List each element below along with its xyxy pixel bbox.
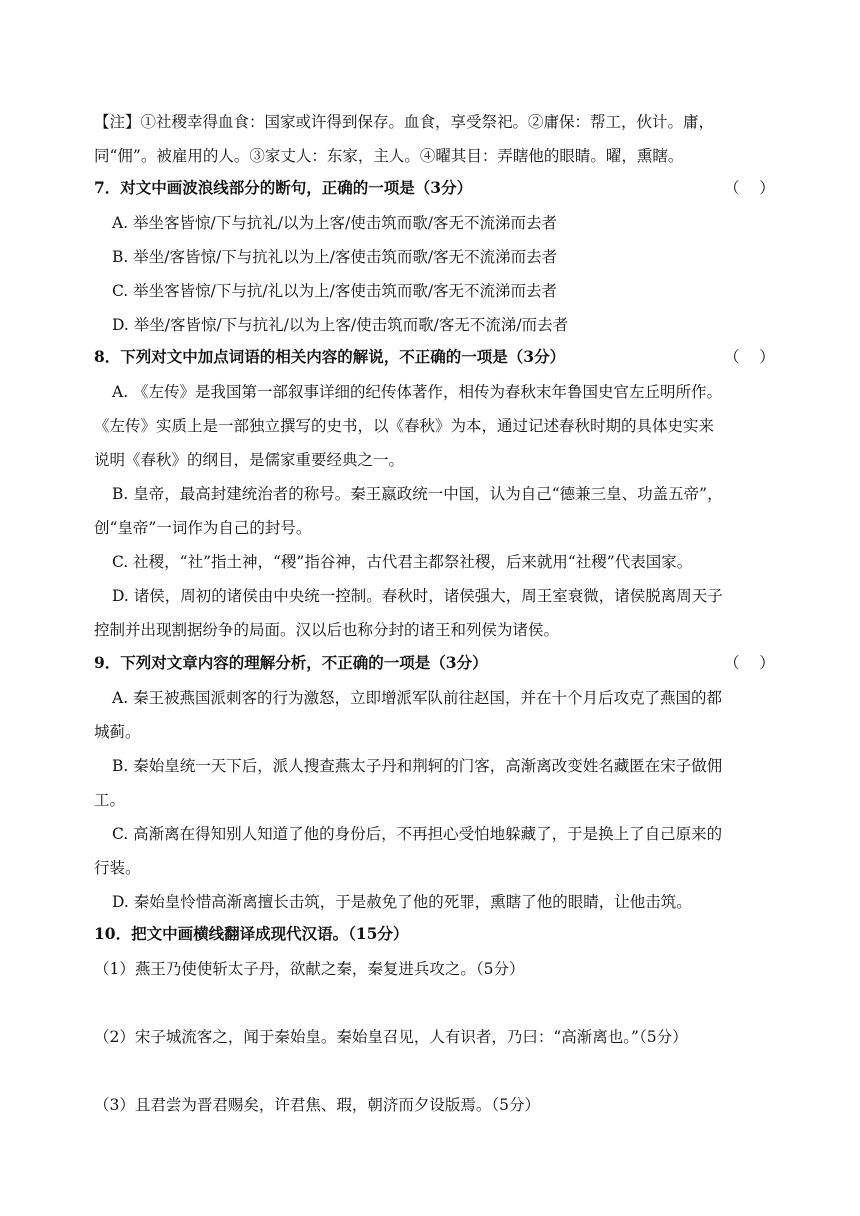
question-9-option-b-line-2: 工。 [94, 791, 126, 809]
question-9-option-b-line-1: B. 秦始皇统一天下后，派人搜查燕太子丹和荆轲的门客，高渐离改变姓名藏匿在宋子做佣 [112, 757, 723, 775]
question-9-option-c-line-1: C. 高渐离在得知别人知道了他的身份后，不再担心受怕地躲藏了，于是换上了自己原来的 [112, 825, 723, 843]
question-8-option-d-line-1: D. 诸侯，周初的诸侯由中央统一控制。春秋时，诸侯强大，周王室衰微，诸侯脱离周天子 [112, 587, 723, 605]
question-8-answer-bracket: （ ） [724, 348, 775, 366]
question-8-stem: 8．下列对文中加点词语的相关内容的解说，不正确的一项是（3分） [94, 347, 566, 366]
question-9-answer-bracket: （ ） [724, 654, 775, 672]
question-7-answer-bracket: （ ） [724, 179, 775, 197]
question-7-option-b: B. 举坐/客皆惊/下与抗礼以为上/客使击筑而歌/客无不流涕而去者 [112, 248, 558, 266]
question-8-option-c: C. 社稷，“社”指土神，“稷”指谷神，古代君主都祭社稷，后来就用“社稷”代表国家。 [112, 553, 693, 571]
question-9-stem: 9．下列对文章内容的理解分析，不正确的一项是（3分） [94, 653, 488, 672]
question-10-item-3: （3）且君尝为晋君赐矣，许君焦、瑕，朝济而夕设版焉。（5分） [94, 1096, 540, 1114]
question-8-option-a-line-2: 《左传》实质上是一部独立撰写的史书，以《春秋》为本，通过记述春秋时期的具体史实来 [94, 417, 715, 435]
question-9-option-a-line-2: 城蓟。 [94, 723, 141, 741]
question-9-option-c-line-2: 行装。 [94, 859, 141, 877]
question-10-item-1: （1）燕王乃使使斩太子丹，欲献之秦，秦复进兵攻之。（5分） [94, 960, 525, 978]
note-line-2: 同“佣”。被雇用的人。③家丈人：东家，主人。④曜其目：弄瞎他的眼睛。曜，熏瞎。 [94, 147, 684, 165]
question-8-option-a-line-1: A. 《左传》是我国第一部叙事详细的纪传体著作，相传为春秋末年鲁国史官左丘明所作。 [112, 383, 723, 401]
question-10-item-2: （2）宋子城流客之，闻于秦始皇。秦始皇召见，人有识者，乃曰：“高渐离也。”（5分） [94, 1028, 688, 1046]
question-8-option-d-line-2: 控制并出现割据纷争的局面。汉以后也称分封的诸王和列侯为诸侯。 [94, 621, 560, 639]
question-7-option-a: A. 举坐客皆惊/下与抗礼/以为上客/使击筑而歌/客无不流涕而去者 [112, 214, 557, 232]
question-8-option-b-line-1: B. 皇帝，最高封建统治者的称号。秦王嬴政统一中国，认为自己“德兼三皇、功盖五帝”， [112, 485, 723, 503]
question-8-option-b-line-2: 创“皇帝”一词作为自己的封号。 [94, 519, 312, 537]
question-9-option-a-line-1: A. 秦王被燕国派刺客的行为激怒，立即增派军队前往赵国，并在十个月后攻克了燕国的都 [112, 689, 723, 707]
question-10-stem: 10．把文中画横线翻译成现代汉语。（15分） [94, 924, 409, 943]
question-7-option-d: D. 举坐/客皆惊/下与抗礼/以为上客/使击筑而歌/客无不流涕/而去者 [112, 316, 569, 334]
note-line-1: 【注】①社稷幸得血食：国家或许得到保存。血食，享受祭祀。②庸保：帮工，伙计。庸， [94, 113, 715, 131]
question-8-option-a-line-3: 说明《春秋》的纲目，是儒家重要经典之一。 [94, 451, 405, 469]
question-9-option-d: D. 秦始皇怜惜高渐离擅长击筑，于是赦免了他的死罪，熏瞎了他的眼睛，让他击筑。 [112, 893, 692, 911]
question-7-option-c: C. 举坐客皆惊/下与抗/礼以为上/客使击筑而歌/客无不流涕而去者 [112, 282, 558, 300]
question-7-stem: 7．对文中画波浪线部分的断句，正确的一项是（3分） [94, 178, 473, 197]
